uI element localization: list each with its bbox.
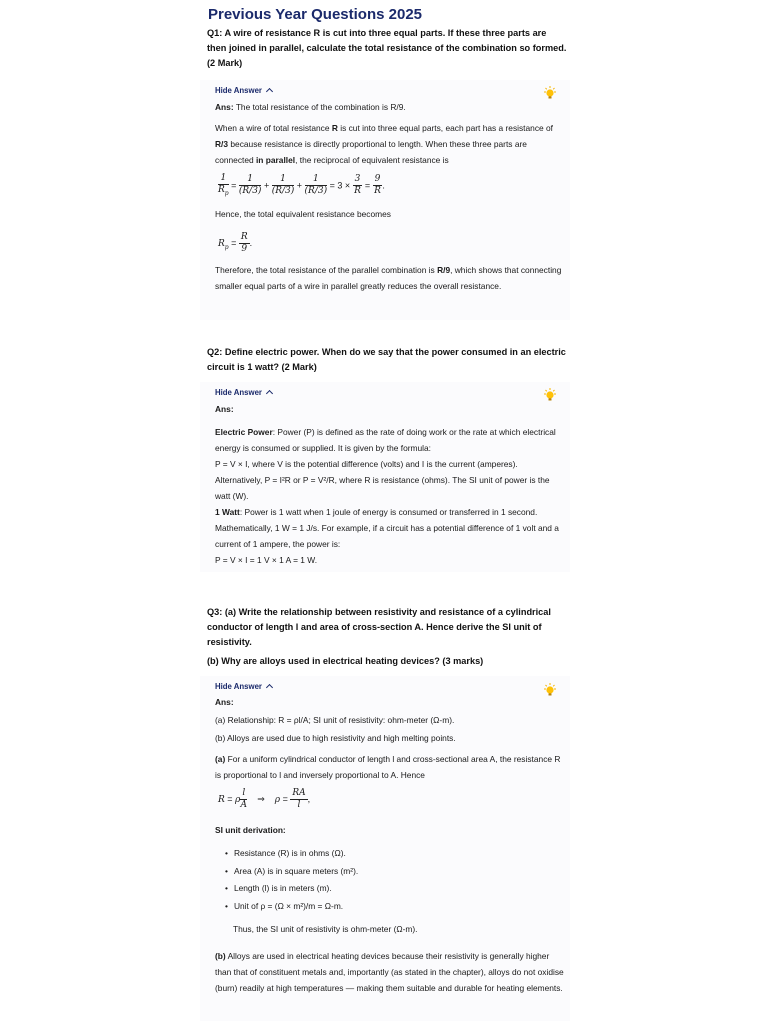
text: , which shows that connecting smaller equal parts of a wire in parallel greatly reduces the overall resistance. [215, 265, 562, 291]
answer-1-paragraph [215, 120, 565, 168]
ans-label [215, 694, 565, 710]
text: because resistance is directly proportional to length. When these three parts are connected [215, 139, 527, 165]
list-item: • Unit of ρ = (Ω × m²)/m = Ω-m. [225, 898, 358, 916]
text-bold: in parallel [255, 155, 296, 165]
text: Alloys are used in electrical heating devices because their resistivity is generally higher than that of constituent metals and, importantly (as stated in the chapter), alloys do not oxidise (burn) readily at high temperatures — making them suitable and durable for heating elements. [215, 951, 564, 993]
answer-1-conclusion [215, 262, 565, 294]
answer-1-summary [215, 99, 565, 115]
lightbulb-icon[interactable] [543, 86, 557, 100]
text: For a uniform cylindrical conductor of length l and cross-sectional area A, the resistance R is proportional to l and inversely proportional to A. Hence [215, 754, 561, 780]
list-item: • Area (A) is in square meters (m²). [225, 863, 358, 881]
chevron-up-icon [266, 88, 273, 95]
hide-answer-label: Hide Answer [215, 388, 262, 397]
one-watt-definition [215, 504, 565, 552]
text-bold: R/3 [215, 139, 229, 149]
ans-label-text: Ans: [215, 697, 234, 707]
chevron-up-icon [266, 684, 273, 691]
hence-text: Hence, the total equivalent resistance becomes [215, 209, 391, 219]
term-bold: Electric Power [215, 427, 273, 437]
answer-3-line-b: (b) Alloys are used due to high resistivity and high melting points. [215, 733, 456, 743]
chevron-up-icon [266, 390, 273, 397]
text-bold: R [331, 123, 338, 133]
hide-answer-label: Hide Answer [215, 86, 262, 95]
hide-answer-button-1[interactable] [215, 86, 272, 95]
si-unit-list [225, 845, 358, 915]
text: is cut into three equal parts, each part has a resistance of [337, 123, 553, 133]
label-bold: (a) [215, 754, 226, 764]
lightbulb-icon[interactable] [543, 388, 557, 402]
equation-resistivity: R = ρ $\frac{l}{A}$ ⇒ ρ = $\frac{RA}{l}$ , [218, 788, 311, 810]
answer-3-paragraph-a [215, 751, 565, 783]
answer-3-line-a: (a) Relationship: R = ρl/A; SI unit of resistivity: ohm-meter (Ω-m). [215, 715, 455, 725]
ans-label [215, 401, 565, 417]
page-title: Previous Year Questions 2025 [208, 6, 423, 23]
question-1: Q1: A wire of resistance R is cut into three equal parts. If these three parts are then joined in parallel, calculate the total resistance of the combination so formed. (2 Mark) [207, 28, 567, 68]
question-2: Q2: Define electric power. When do we say that the power consumed in an electric circuit is 1 watt? (2 Mark) [207, 347, 566, 372]
text: Therefore, the total resistance of the parallel combination is [215, 265, 438, 275]
equation-parallel-resistance: $\frac{1}{R_p}$ = $\frac{1}{(R/3)}$ + $\frac{1}{(R/3)}$ + $\frac{1}{(R/3)}$ = 3 × $\frac{3}{R}$ = $\frac{9}{R}$ . [218, 173, 385, 197]
text: When a wire of total resistance [215, 123, 332, 133]
hide-answer-label: Hide Answer [215, 682, 262, 691]
text: : Power is 1 watt when 1 joule of energy is consumed or transferred in 1 second. Mathematically, 1 W = 1 J/s. For example, if a circuit has a potential difference of 1 volt and a current of 1 ampere, the power is: [215, 507, 559, 549]
list-item: • Length (l) is in meters (m). [225, 880, 358, 898]
question-3a: Q3: (a) Write the relationship between resistivity and resistance of a cylindrical conductor of length l and area of cross-section A. Hence derive the SI unit of resistivity. [207, 607, 551, 647]
si-unit-heading: SI unit derivation: [215, 825, 286, 835]
text-bold: R/9 [437, 265, 451, 275]
term-bold: 1 Watt [215, 507, 240, 517]
answer-3-paragraph-b [215, 948, 565, 996]
text: : Power (P) is defined as the rate of doing work or the rate at which electrical energy is consumed or supplied. It is given by the formula: [215, 427, 556, 453]
label-bold: (b) [215, 951, 226, 961]
answer-text: The total resistance of the combination is R/9. [235, 102, 406, 112]
power-formula-text: P = V × I, where V is the potential difference (volts) and I is the current (amperes). Alternatively, P = I²R or P = V²/R, where R is resistance (ohms). The SI unit of power is the watt (W). [215, 459, 550, 501]
ans-label-text: Ans: [215, 404, 234, 414]
text: , the reciprocal of equivalent resistance is [295, 155, 449, 165]
watt-formula: P = V × I = 1 V × 1 A = 1 W. [215, 555, 318, 565]
ans-label: Ans: [215, 102, 234, 112]
hide-answer-button-3[interactable] [215, 682, 272, 691]
electric-power-definition [215, 424, 565, 456]
hide-answer-button-2[interactable] [215, 388, 272, 397]
equation-rp: $R_p$ = $\frac{R}{9}$ . [218, 232, 253, 254]
list-item: • Resistance (R) is in ohms (Ω). [225, 845, 358, 863]
thus-text: Thus, the SI unit of resistivity is ohm-meter (Ω-m). [233, 924, 418, 934]
question-3b: (b) Why are alloys used in electrical heating devices? (3 marks) [207, 656, 484, 666]
